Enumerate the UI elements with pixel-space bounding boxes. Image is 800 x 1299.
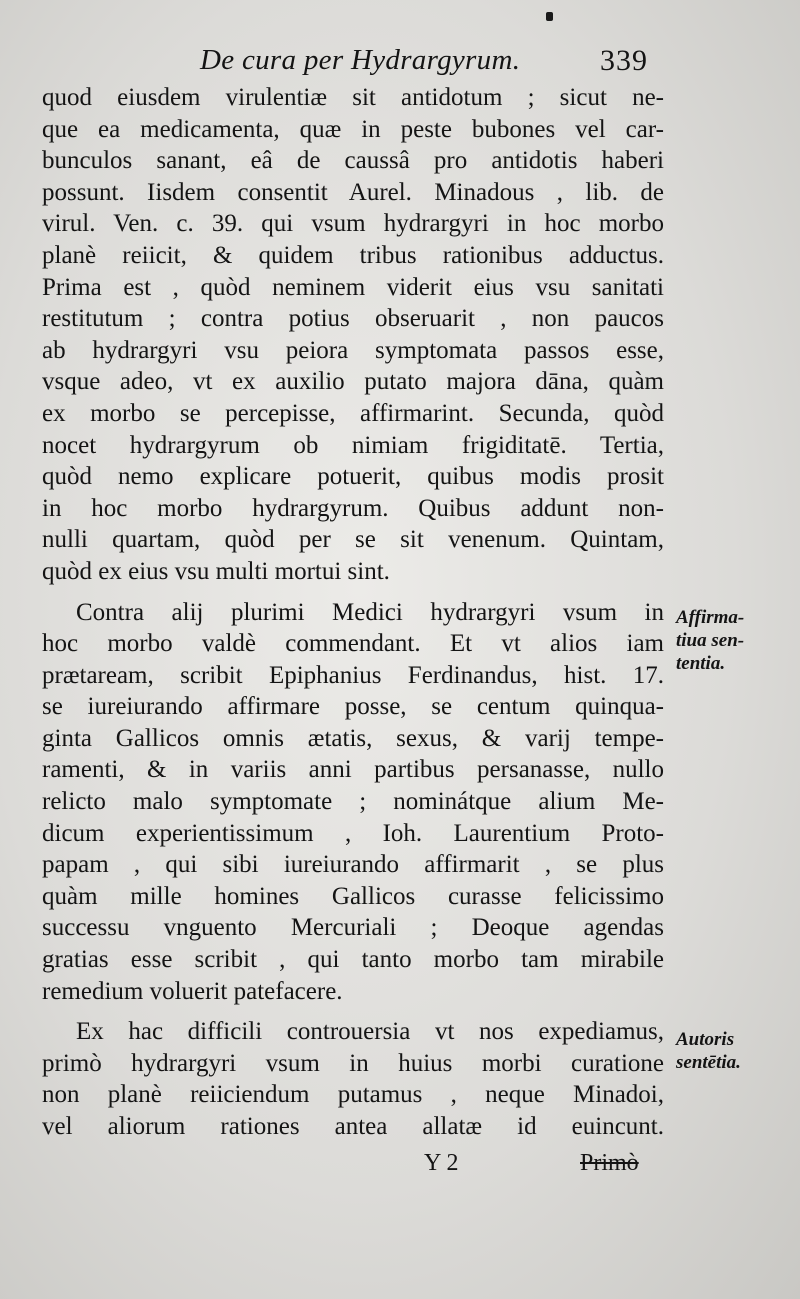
- text-line: prætaream, scribit Epiphanius Ferdinandus, hist. 17.: [42, 661, 664, 689]
- text-line: quod eiusdem virulentiæ sit antidotum ; sicut ne-: [42, 84, 664, 111]
- text-line: vsque adeo, vt ex auxilio putato majora dāna, quàm: [42, 368, 664, 396]
- paragraph-1: [42, 82, 664, 588]
- catchword: Primò: [580, 1150, 639, 1176]
- text-line: hoc morbo valdè commendant. Et vt alios iam: [42, 630, 664, 658]
- ink-mark: [546, 12, 553, 21]
- text-line: Contra alij plurimi Medici hydrargyri vsum in: [76, 598, 664, 626]
- text-line: papam , qui sibi iureiurando affirmarit , se plus: [42, 851, 664, 879]
- text-line: quàm mille homines Gallicos curasse felicissimo: [42, 882, 664, 910]
- side-note-line: Affirma-: [676, 607, 745, 628]
- text-line: vel aliorum rationes antea allatæ id euincunt.: [42, 1113, 664, 1140]
- text-line: possunt. Iisdem consentit Aurel. Minadous , lib. de: [42, 178, 664, 206]
- text-line: que ea medicamenta, quæ in peste bubones vel car-: [42, 115, 664, 143]
- text-line: ex morbo se percepisse, affirmarint. Secunda, quòd: [42, 399, 664, 427]
- text-line: ramenti, & in variis anni partibus persanasse, nullo: [42, 756, 664, 784]
- text-line: gratias esse scribit , qui tanto morbo tam mirabile: [42, 946, 664, 974]
- paragraph-3: [42, 1016, 664, 1142]
- text-line: in hoc morbo hydrargyrum. Quibus addunt non-: [42, 494, 664, 522]
- text-line: virul. Ven. c. 39. qui vsum hydrargyri in hoc morbo: [42, 210, 664, 238]
- text-line: successu vnguento Mercuriali ; Deoque agendas: [42, 914, 664, 942]
- text-line: nulli quartam, quòd per se sit venenum. Quintam,: [42, 526, 664, 554]
- text-line: nocet hydrargyrum ob nimiam frigiditatē. Tertia,: [42, 431, 664, 459]
- text-line: planè reiicit, & quidem tribus rationibus adductus.: [42, 241, 664, 269]
- text-line: Prima est , quòd neminem viderit eius vsu sanitati: [42, 273, 664, 301]
- running-head: De cura per Hydrargyrum.: [200, 44, 521, 76]
- text-line: se iureiurando affirmare posse, se centum quinqua-: [42, 693, 664, 721]
- text-line: ginta Gallicos omnis ætatis, sexus, & varij tempe-: [42, 724, 664, 752]
- text-line: restitutum ; contra potius obseruarit , non paucos: [42, 305, 664, 333]
- side-note-autoris: [676, 1028, 796, 1074]
- side-note-line: sentētia.: [676, 1052, 741, 1073]
- signature-mark: Y 2: [424, 1150, 459, 1176]
- text-line: relicto malo symptomate ; nominátque alium Me-: [42, 788, 664, 816]
- text-line: dicum experientissimum , Ioh. Laurentium Proto-: [42, 819, 664, 847]
- paragraph-2: [42, 597, 664, 1008]
- text-line: remedium voluerit patefacere.: [42, 977, 343, 1005]
- text-line: Ex hac difficili controuersia vt nos expediamus,: [76, 1018, 664, 1046]
- body-text: [42, 82, 664, 1143]
- text-line: bunculos sanant, eâ de caussâ pro antidotis haberi: [42, 147, 664, 175]
- page-number: 339: [600, 44, 648, 77]
- side-note-line: Autoris: [676, 1029, 735, 1050]
- text-line: ab hydrargyri vsu peiora symptomata passos esse,: [42, 336, 664, 364]
- text-line: primò hydrargyri vsum in huius morbi curatione: [42, 1049, 664, 1077]
- text-line: quòd nemo explicare potuerit, quibus modis prosit: [42, 463, 664, 491]
- text-line: non planè reiiciendum putamus , neque Minadoi,: [42, 1081, 664, 1109]
- text-line: quòd ex eius vsu multi mortui sint.: [42, 557, 390, 585]
- side-note-affirmatiua: [676, 606, 796, 675]
- side-note-line: tentia.: [676, 653, 726, 674]
- side-note-line: tiua sen-: [676, 630, 745, 651]
